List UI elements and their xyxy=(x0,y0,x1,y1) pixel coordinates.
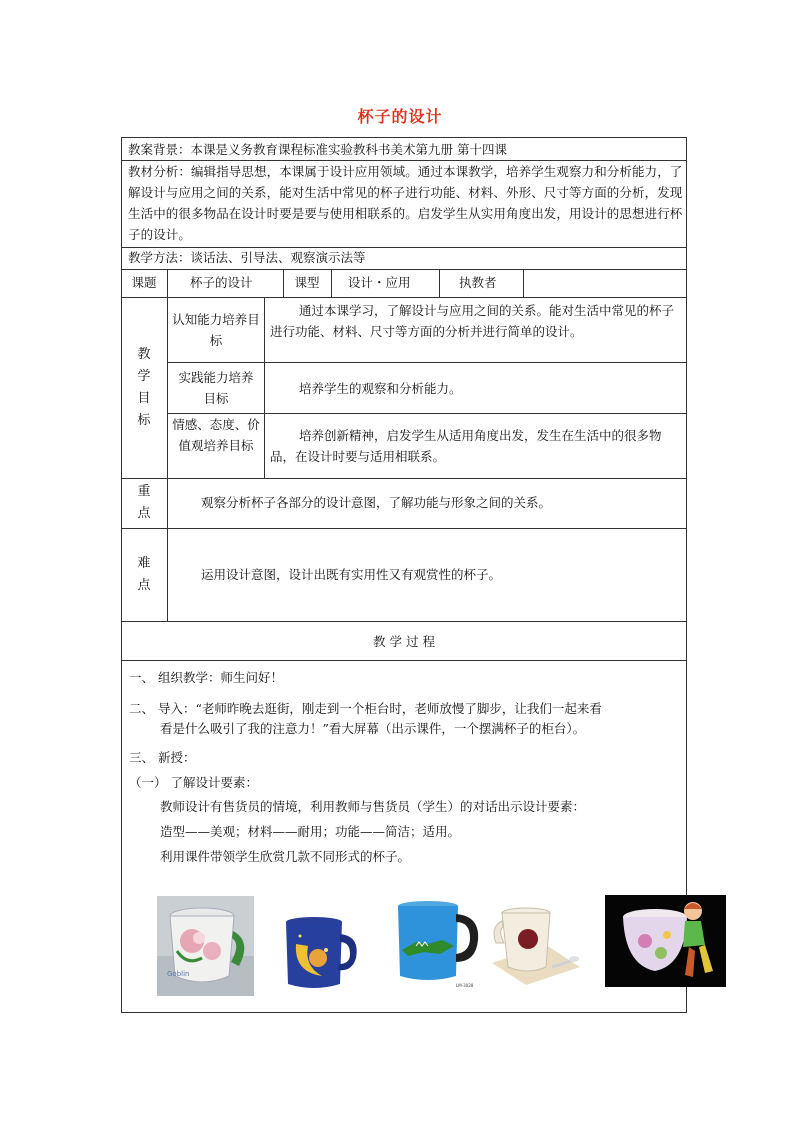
goal-name-cognitive: 认知能力培养目标 xyxy=(172,312,260,348)
process-sub-1-p3: 利用课件带领学生欣赏几款不同形式的杯子。 xyxy=(160,849,411,864)
goal-content-cognitive: 通过本课学习，了解设计与应用之间的关系。能对生活中常见的杯子进行功能、材料、尺寸等方面的分析并进行简单的设计。 xyxy=(270,303,675,339)
process-step-3: 三、 新授： xyxy=(129,750,196,765)
goal-content-practice: 培养学生的观察和分析能力。 xyxy=(299,381,462,396)
type-label: 课型 xyxy=(294,275,320,290)
key-point-content: 观察分析杯子各部分的设计意图，了解功能与形象之间的关系。 xyxy=(201,495,552,510)
analysis-text: 教材分析：编辑指导思想，本课属于设计应用领域。通过本课教学，培养学生观察力和分析能力，了解设计与应用之间的关系，能对生活中常见的杯子进行功能、材料、外形、尺寸等方面的分析，发现生活中的很多物品在设计时要是要与使用相联系的。启发学生从实用角度出发，用设计的思想进行杯子的设计。 xyxy=(128,164,683,242)
teacher-label: 执教者 xyxy=(459,275,497,290)
cup-saucer-image xyxy=(486,905,581,987)
background-text: 教案背景：本课是义务教育课程标准实验教科书美术第九册 第十四课 xyxy=(128,142,507,157)
cup-moon-image xyxy=(282,914,360,992)
process-step-2-line-1: 二、 导入：“老师昨晚去逛街，刚走到一个柜台时，老师放慢了脚步，让我们一起来看 xyxy=(129,701,602,716)
cup-crocodile-image xyxy=(394,900,481,990)
row-divider xyxy=(121,621,687,622)
topic-value: 杯子的设计 xyxy=(190,275,253,290)
col-divider xyxy=(331,269,332,297)
method-text: 教学方法：谈话法、引导法、观察演示法等 xyxy=(128,250,366,265)
goal-name-emotion: 情感、态度、价值观培养目标 xyxy=(172,417,260,453)
goal-content-emotion: 培养创新精神，启发学生从适用角度出发，发生在生活中的很多物品，在设计时要与适用相联系。 xyxy=(270,428,662,464)
difficulty-content: 运用设计意图，设计出既有实用性又有观赏性的杯子。 xyxy=(201,567,502,582)
col-divider xyxy=(523,269,524,297)
row-divider xyxy=(121,660,687,661)
cup-flower-image xyxy=(157,896,254,996)
process-step-2-line-2: 看是什么吸引了我的注意力！”看大屏幕（出示课件，一个摆满杯子的柜台）。 xyxy=(160,721,586,736)
cup-doll-image xyxy=(605,895,726,987)
row-divider xyxy=(121,528,687,529)
key-point-label: 重点 xyxy=(137,484,151,521)
type-value: 设计・应用 xyxy=(348,275,411,290)
cup-crocodile-caption: LM-3028 xyxy=(456,983,474,988)
row-divider xyxy=(167,362,687,363)
process-sub-1-p1: 教师设计有售货员的情境，利用教师与售货员（学生）的对话出示设计要素： xyxy=(160,799,586,814)
row-divider xyxy=(121,269,687,270)
process-header: 教 学 过 程 xyxy=(373,634,435,649)
col-divider xyxy=(439,269,440,297)
col-divider xyxy=(264,297,265,478)
goal-name-practice: 实践能力培养目标 xyxy=(178,370,254,406)
process-step-1: 一、 组织教学：师生问好！ xyxy=(129,670,283,685)
row-divider xyxy=(121,478,687,479)
col-divider xyxy=(167,269,168,621)
goals-label: 教学目标 xyxy=(137,347,151,428)
row-divider xyxy=(121,297,687,298)
process-sub-1: （一） 了解设计要素： xyxy=(129,775,258,790)
process-sub-1-p2: 造型——美观；材料——耐用；功能——简洁；适用。 xyxy=(160,824,461,839)
page-title: 杯子的设计 xyxy=(357,107,443,126)
topic-label: 课题 xyxy=(131,275,157,290)
cup-flower-caption: Goblin xyxy=(167,970,190,978)
difficulty-label: 难点 xyxy=(137,556,151,593)
